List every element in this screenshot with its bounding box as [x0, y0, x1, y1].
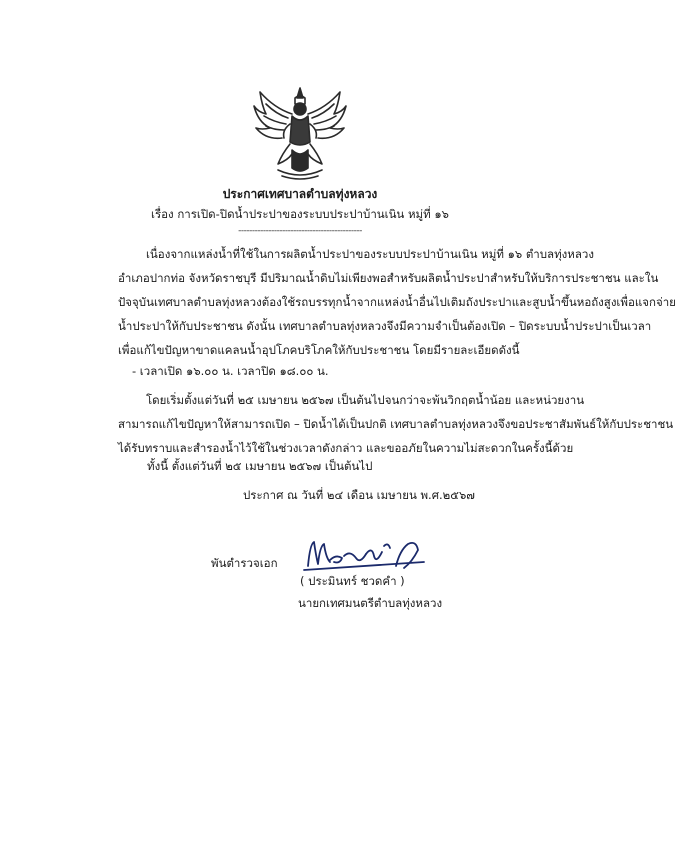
garuda-emblem-icon	[252, 84, 348, 182]
schedule-bullet: - เวลาเปิด ๑๖.๐๐ น. เวลาปิด ๑๘.๐๐ น.	[132, 364, 329, 378]
paragraph-line: ได้รับทราบและสำรองน้ำไว้ใช้ในช่วงเวลาดังกล่าว และขออภัยในความไม่สะดวกในครั้งนี้ด้วย	[118, 441, 574, 455]
title-divider: ---------------------------------------------	[238, 226, 362, 236]
body-paragraph-1	[118, 242, 676, 362]
paragraph-line: เพื่อแก้ไขปัญหาขาดแคลนน้ำอุปโภคบริโภคให้กับประชาชน โดยมีรายละเอียดดังนี้	[118, 343, 520, 357]
paragraph-line: ปัจจุบันเทศบาลตำบลทุ่งหลวงต้องใช้รถบรรทุกน้ำจากแหล่งน้ำอื่นไปเติมถังประปาและสูบน้ำขึ้นหอถังสูงเพื่อแจกจ่าย	[118, 295, 676, 309]
paragraph-line: โดยเริ่มตั้งแต่วันที่ ๒๕ เมษายน ๒๕๖๗ เป็นต้นไปจนกว่าจะพ้นวิกฤตน้ำน้อย และหน่วยงาน	[146, 393, 585, 407]
paragraph-line: เนื่องจากแหล่งน้ำที่ใช้ในการผลิตน้ำประปาของระบบประปาบ้านเนิน หมู่ที่ ๑๖ ตำบลทุ่งหลวง	[146, 247, 595, 261]
signer-rank: พันตำรวจเอก	[211, 556, 278, 570]
announcement-date: ประกาศ ณ วันที่ ๒๔ เดือน เมษายน พ.ศ.๒๕๖๗	[243, 488, 475, 502]
announcement-subject: เรื่อง การเปิด-ปิดน้ำประปาของระบบประปาบ้านเนิน หมู่ที่ ๑๖	[151, 207, 449, 221]
paragraph-line: อำเภอปากท่อ จังหวัดราชบุรี มีปริมาณน้ำดิบไม่เพียงพอสำหรับผลิตน้ำประปาสำหรับให้บริการประชาชน และใน	[118, 271, 659, 285]
body-paragraph-2	[118, 388, 674, 460]
signer-position: นายกเทศมนตรีตำบลทุ่งหลวง	[298, 596, 443, 610]
paragraph-line: น้ำประปาให้กับประชาชน ดังนั้น เทศบาลตำบลทุ่งหลวงจึงมีความจำเป็นต้องเปิด – ปิดระบบน้ำประปาเป็นเวลา	[118, 319, 652, 333]
announcement-title: ประกาศเทศบาลตำบลทุ่งหลวง	[222, 187, 378, 201]
handwritten-signature	[300, 536, 428, 576]
effective-date-line: ทั้งนี้ ตั้งแต่วันที่ ๒๕ เมษายน ๒๕๖๗ เป็นต้นไป	[147, 459, 373, 473]
paragraph-line: สามารถแก้ไขปัญหาให้สามารถเปิด – ปิดน้ำได้เป็นปกติ เทศบาลตำบลทุ่งหลวงจึงขอประชาสัมพันธ์ให้กับประชาชน	[118, 417, 674, 431]
signer-name: ( ประมินทร์ ชวดคำ )	[300, 574, 405, 588]
